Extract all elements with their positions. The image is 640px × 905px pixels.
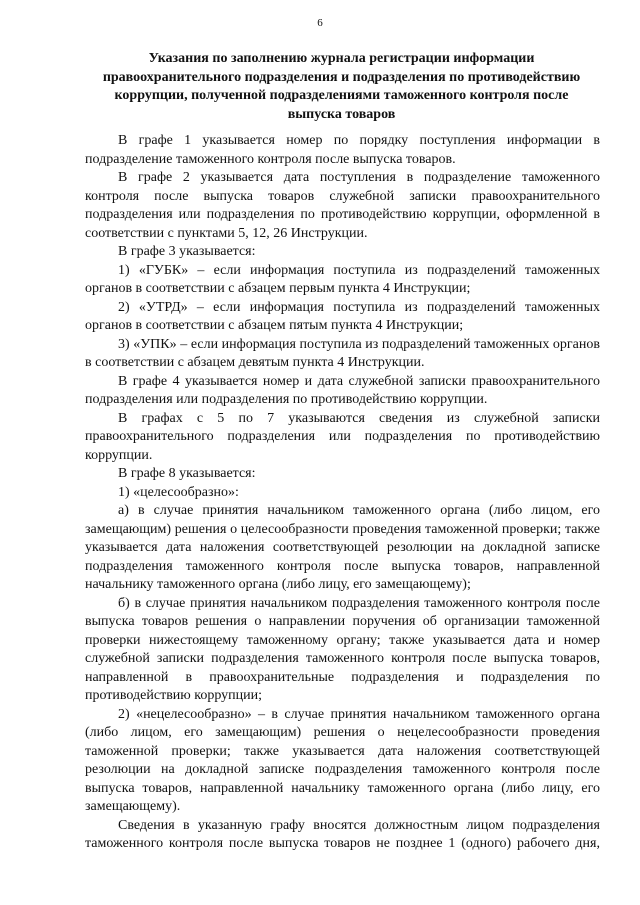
document-title bbox=[80, 50, 603, 124]
paragraph-column-1: В графе 1 указывается номер по порядку поступления информации в подразделение таможенного контроля после выпуска товаров. bbox=[85, 133, 600, 167]
paragraph-column-2: В графе 2 указывается дата поступления в подразделение таможенного контроля после выпуска товаров служебной записки правоохранительного подразделения или подразделения по противодействию коррупции, оформленной в соответствии с пунктами 5, 12, 26 Инструкции. bbox=[85, 170, 600, 241]
paragraph-item-gubk: 1) «ГУБК» – если информация поступила из подразделений таможенных органов в соответствии с абзацем первым пункта 4 Инструкции; bbox=[85, 262, 600, 296]
paragraph-item-upk: 3) «УПК» – если информация поступила из подразделений таможенных органов в соответствии с абзацем девятым пункта 4 Инструкции. bbox=[85, 336, 600, 370]
paragraph-subitem-a: а) в случае принятия начальником таможенного органа (либо лицом, его замещающим) решения о целесообразности проведения таможенной проверки; также указывается дата наложения соответствующей резолюции на докладной записке подразделения таможенного контроля после выпуска товаров, направленной начальнику таможенного органа (либо лицу, его замещающему); bbox=[85, 503, 600, 592]
paragraph-deadline: Сведения в указанную графу вносятся должностным лицом подразделения таможенного контроля после выпуска товаров не позднее 1 (одного) рабочего дня, bbox=[85, 817, 600, 851]
title-line: Указания по заполнению журнала регистрации информации bbox=[148, 51, 535, 66]
paragraph-item-utrd: 2) «УТРД» – если информация поступила из подразделений таможенных органов в соответствии с абзацем пятым пункта 4 Инструкции; bbox=[85, 299, 600, 333]
paragraph-column-8-intro: В графе 8 указывается: bbox=[118, 466, 256, 481]
paragraph-column-3-intro: В графе 3 указывается: bbox=[118, 244, 256, 259]
paragraph-item-inadvisable: 2) «нецелесообразно» – в случае принятия начальником таможенного органа (либо лицом, его замещающим) решения о нецелесообразности проведения таможенной проверки; также указывается дата наложения соответствующей резолюции на докладной записке подразделения таможенного контроля после выпуска товаров, направленной начальнику таможенного органа (либо лицу, его замещающему). bbox=[85, 706, 600, 814]
paragraph-item-advisable: 1) «целесообразно»: bbox=[118, 484, 239, 500]
title-line: выпуска товаров bbox=[287, 106, 396, 122]
document-body bbox=[85, 132, 600, 854]
paragraph-column-4: В графе 4 указывается номер и дата служебной записки правоохранительного подразделения или подразделения по противодействию коррупции. bbox=[85, 373, 600, 407]
paragraph-subitem-b: б) в случае принятия начальником подразделения таможенного контроля после выпуска товаров решения о направлении поручения об организации таможенной проверки нижестоящему таможенному органу; также указывается дата и номер служебной записки подразделения таможенного контроля после выпуска товаров, направленной в правоохранительные подразделения и подразделения по противодействию коррупции; bbox=[85, 595, 600, 703]
title-line: правоохранительного подразделения и подразделения по противодействию bbox=[102, 69, 581, 85]
paragraph-columns-5-7: В графах с 5 по 7 указываются сведения из служебной записки правоохранительного подразделения или подразделения по противодействию коррупции. bbox=[85, 410, 600, 463]
title-line: коррупции, полученной подразделениями таможенного контроля после bbox=[114, 88, 569, 103]
page-number: 6 bbox=[317, 17, 323, 29]
